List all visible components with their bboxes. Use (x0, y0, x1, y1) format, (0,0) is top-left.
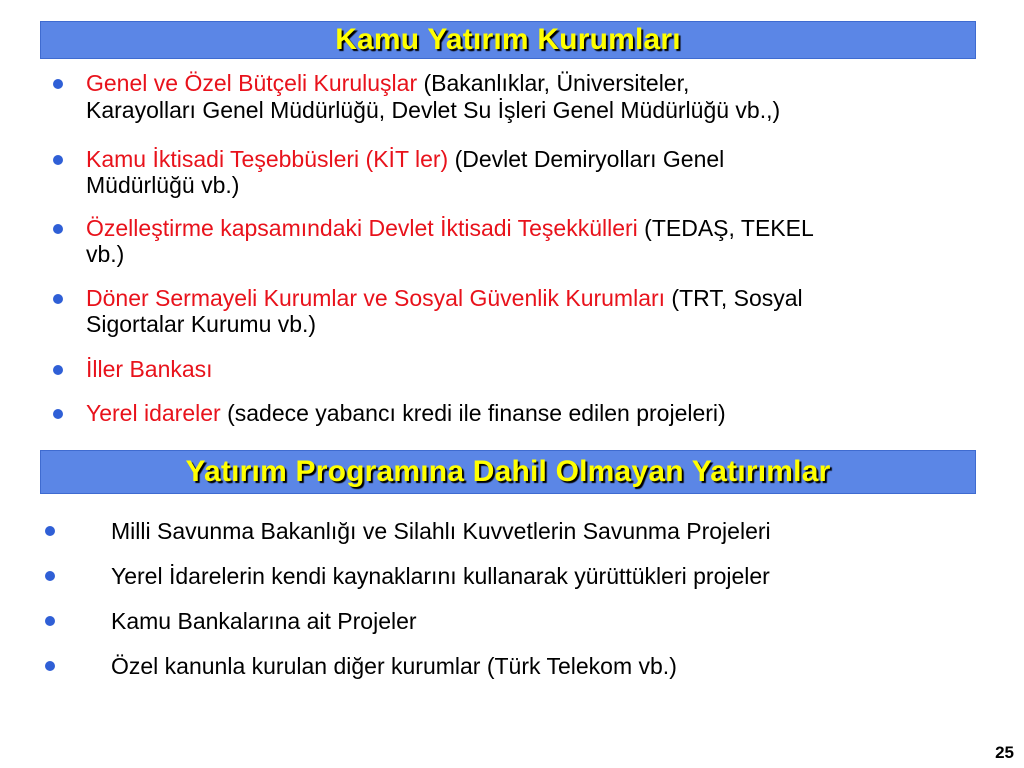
list-item (86, 71, 689, 95)
item-highlight: İller Bankası (86, 356, 213, 382)
item-detail: (TRT, Sosyal (665, 285, 803, 311)
list-item-continuation: Sigortalar Kurumu vb.) (86, 311, 317, 337)
item-highlight: Genel ve Özel Bütçeli Kuruluşlar (86, 70, 418, 96)
list-item (86, 286, 803, 310)
section-title: Kamu Yatırım Kurumları (335, 23, 681, 56)
list-item (86, 147, 724, 171)
list-item (86, 357, 213, 381)
bullet-icon (45, 661, 55, 671)
list-item-continuation: Karayolları Genel Müdürlüğü, Devlet Su İşleri Genel Müdürlüğü vb.,) (86, 97, 781, 123)
bullet-icon (53, 79, 63, 89)
list-item (86, 401, 726, 425)
list-item: Yerel İdarelerin kendi kaynaklarını kullanarak yürüttükleri projeler (111, 563, 770, 589)
list-item (86, 216, 814, 240)
item-highlight: Kamu İktisadi Teşebbüsleri (KİT ler) (86, 146, 449, 172)
bullet-icon (45, 526, 55, 536)
list-item-continuation: vb.) (86, 241, 125, 267)
item-detail: (Devlet Demiryolları Genel (448, 146, 725, 172)
bullet-icon (53, 409, 63, 419)
item-highlight: Yerel idareler (86, 400, 221, 426)
section-title-banner-kamu-yatirim-kurumlari (40, 21, 976, 59)
item-highlight: Döner Sermayeli Kurumlar ve Sosyal Güvenlik Kurumları (86, 285, 666, 311)
bullet-icon (45, 571, 55, 581)
bullet-icon (53, 294, 63, 304)
list-item: Milli Savunma Bakanlığı ve Silahlı Kuvvetlerin Savunma Projeleri (111, 518, 771, 544)
item-detail: (Bakanlıklar, Üniversiteler, (417, 70, 690, 96)
list-item: Kamu Bankalarına ait Projeler (111, 608, 417, 634)
bullet-icon (53, 224, 63, 234)
item-highlight: Özelleştirme kapsamındaki Devlet İktisadi Teşekkülleri (86, 215, 638, 241)
bullet-icon (53, 155, 63, 165)
item-detail: (sadece yabancı kredi ile finanse edilen projeleri) (220, 400, 726, 426)
section-title-banner-dahil-olmayan-yatirimlar (40, 450, 976, 494)
bullet-icon (53, 365, 63, 375)
bullet-icon (45, 616, 55, 626)
item-detail: (TEDAŞ, TEKEL (637, 215, 814, 241)
list-item-continuation: Müdürlüğü vb.) (86, 172, 240, 198)
section-title: Yatırım Programına Dahil Olmayan Yatırımlar (185, 455, 831, 488)
page-number: 25 (995, 743, 1014, 762)
list-item: Özel kanunla kurulan diğer kurumlar (Türk Telekom vb.) (111, 653, 677, 679)
